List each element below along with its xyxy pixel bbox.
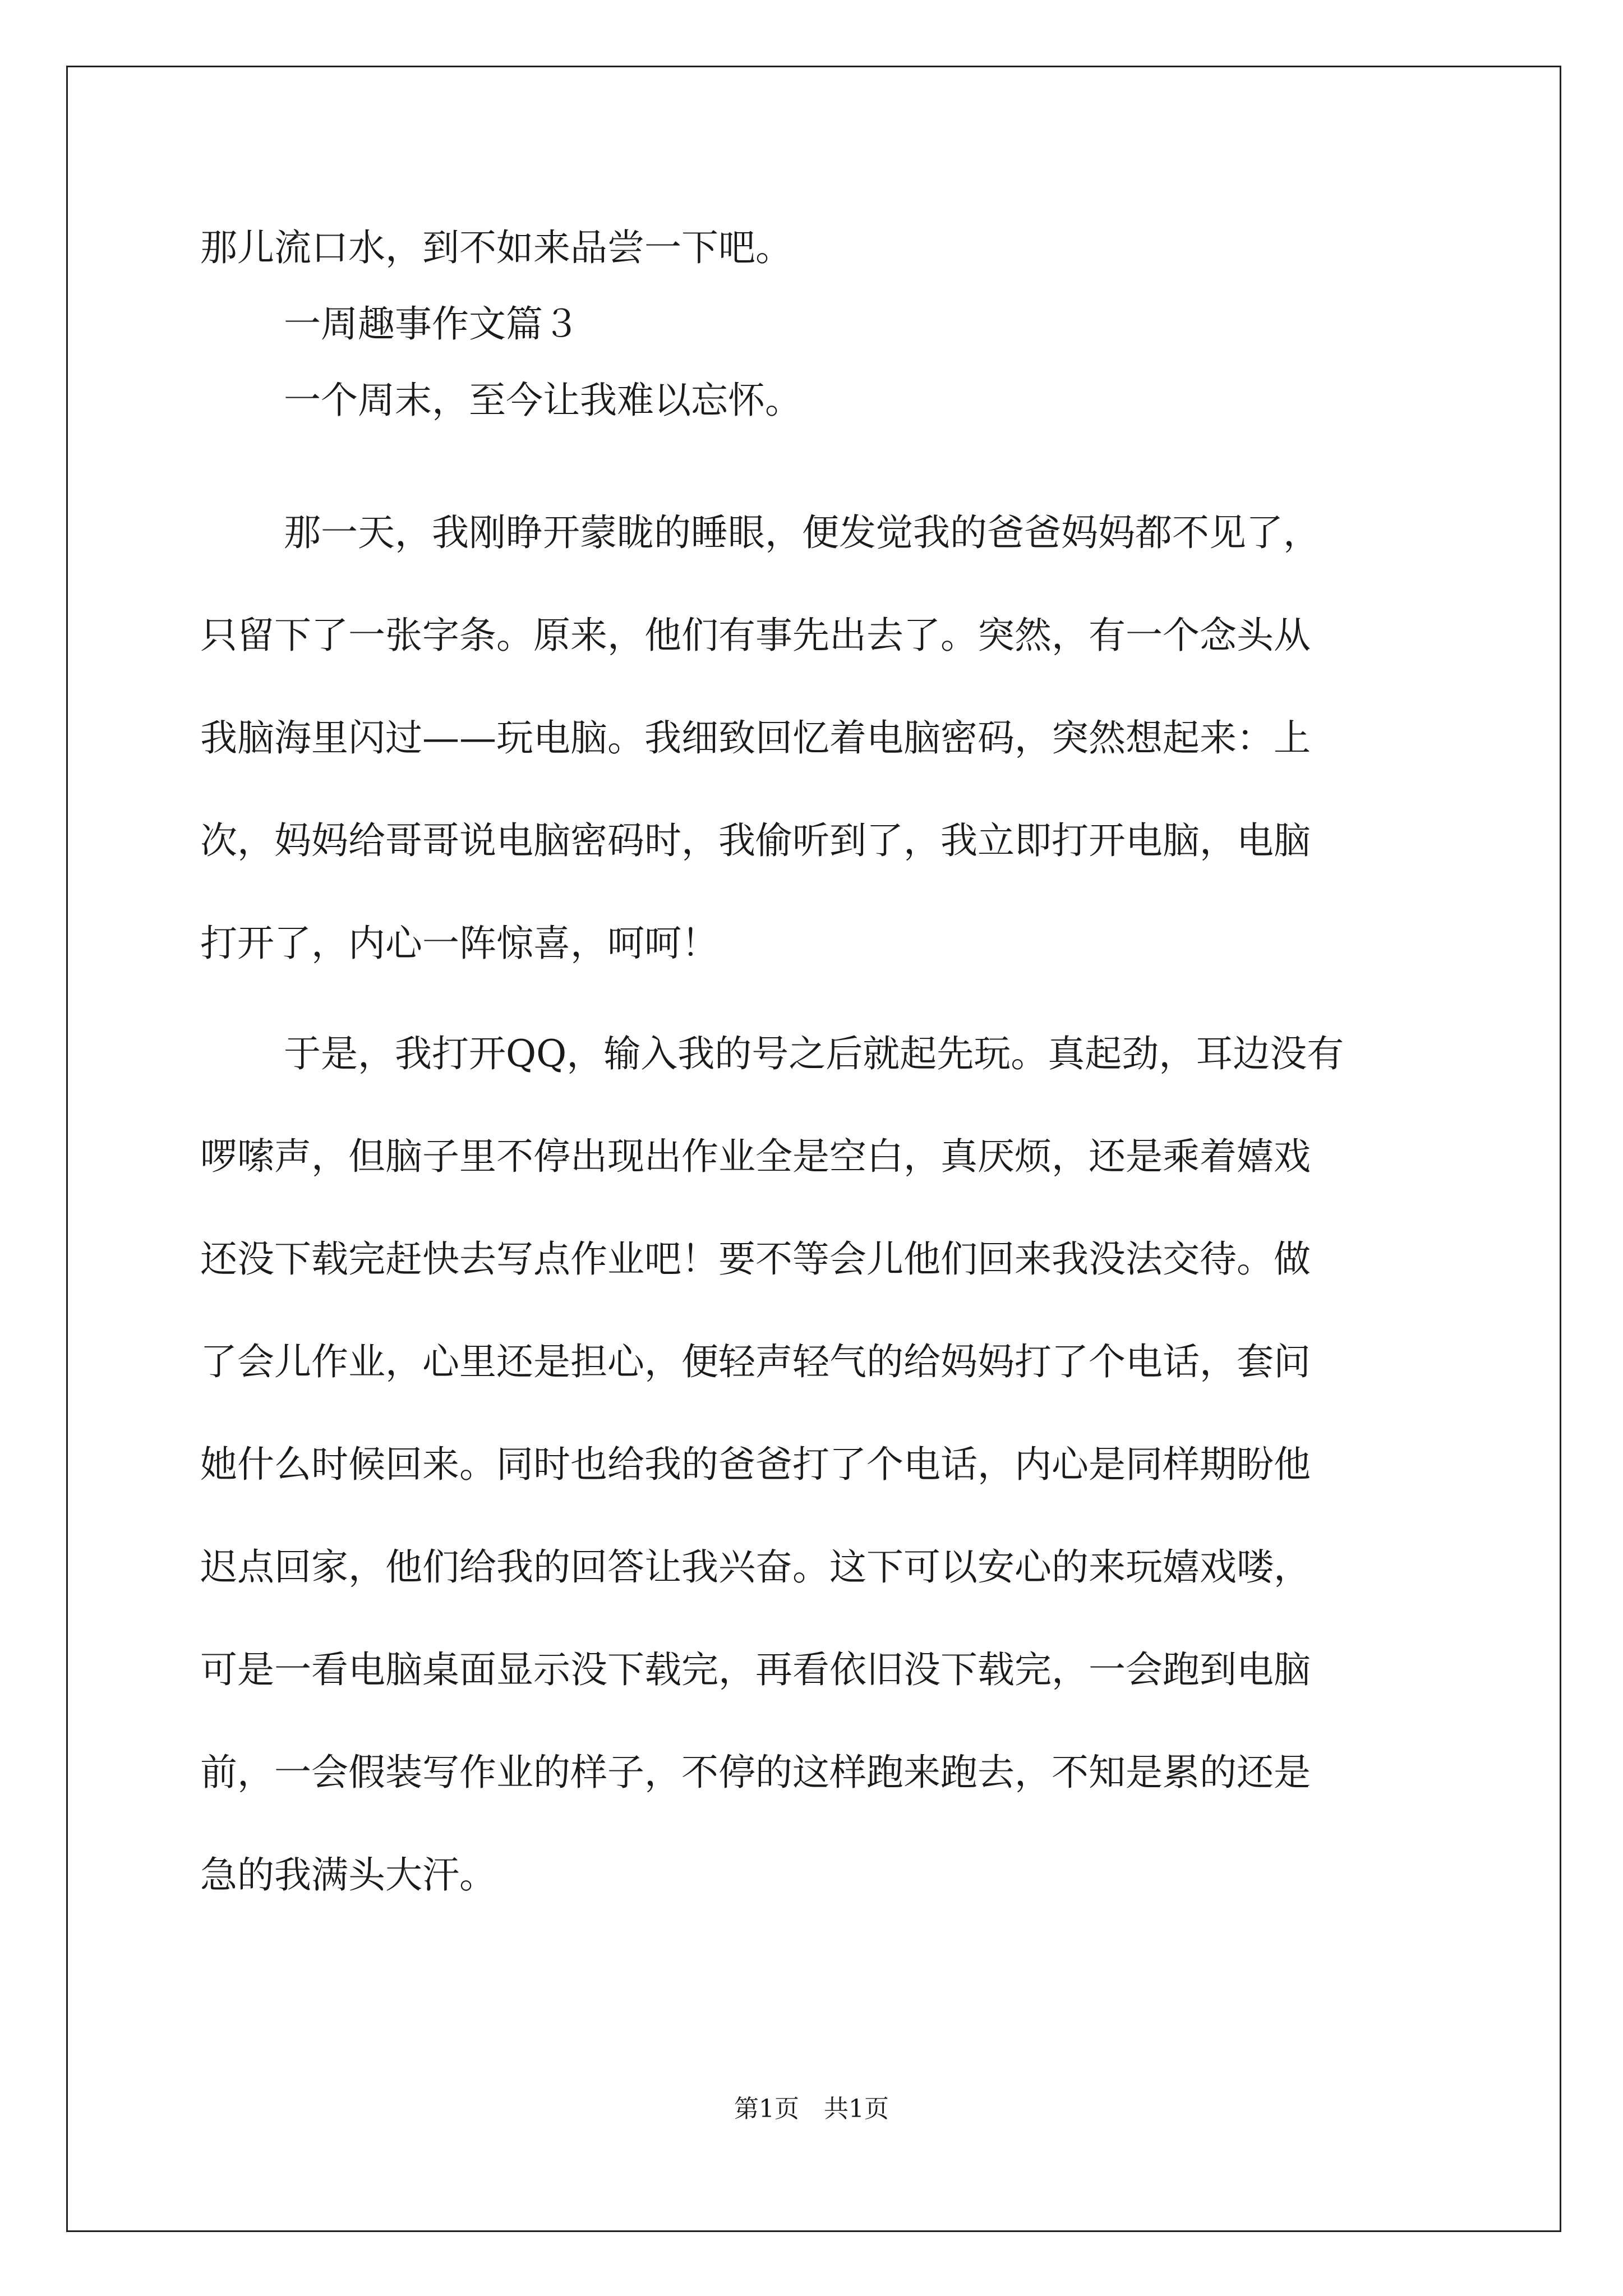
paragraph-line: 啰嗦声，但脑子里不停出现出作业全是空白，真厌烦，还是乘着嬉戏 xyxy=(200,1135,1311,1178)
paragraph-line: 一个周末，至今让我难以忘怀。 xyxy=(284,379,802,422)
paragraph-line: 前，一会假装写作业的样子，不停的这样跑来跑去，不知是累的还是 xyxy=(200,1751,1311,1794)
paragraph-line: 打开了，内心一阵惊喜，呵呵！ xyxy=(200,922,718,965)
paragraph-line: 急的我满头大汗。 xyxy=(200,1853,496,1897)
page-footer: 第1页 共1页 xyxy=(734,2095,889,2123)
paragraph-line: 了会儿作业，心里还是担心，便轻声轻气的给妈妈打了个电话，套问 xyxy=(200,1340,1311,1383)
paragraph-line: 还没下载完赶快去写点作业吧！要不等会儿他们回来我没法交待。做 xyxy=(200,1237,1311,1281)
paragraph-line: 可是一看电脑桌面显示没下载完，再看依旧没下载完，一会跑到电脑 xyxy=(200,1648,1311,1691)
paragraph-line: 次，妈妈给哥哥说电脑密码时，我偷听到了，我立即打开电脑，电脑 xyxy=(200,819,1311,862)
paragraph-line: 迟点回家，他们给我的回答让我兴奋。这下可以安心的来玩嬉戏喽， xyxy=(200,1545,1311,1589)
paragraph-line: 于是，我打开QQ，输入我的号之后就起先玩。真起劲，耳边没有 xyxy=(284,1032,1344,1075)
paragraph-line: 她什么时候回来。同时也给我的爸爸打了个电话，内心是同样期盼他 xyxy=(200,1443,1311,1486)
paragraph-line: 只留下了一张字条。原来，他们有事先出去了。突然，有一个念头从 xyxy=(200,614,1311,657)
paragraph-line: 我脑海里闪过——玩电脑。我细致回忆着电脑密码，突然想起来：上 xyxy=(200,716,1311,760)
section-heading: 一周趣事作文篇３ xyxy=(284,302,580,346)
paragraph-line: 那一天，我刚睁开蒙眬的睡眼，便发觉我的爸爸妈妈都不见了， xyxy=(284,511,1320,554)
text-line: 那儿流口水，到不如来品尝一下吧。 xyxy=(200,226,792,269)
